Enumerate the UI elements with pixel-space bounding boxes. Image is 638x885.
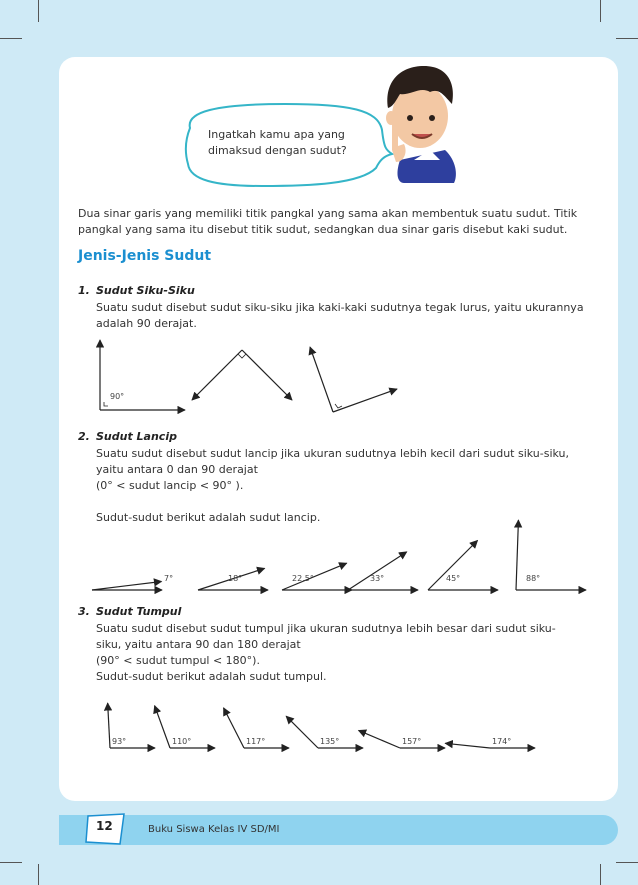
item-number: 1. — [78, 284, 90, 297]
angle-ray — [286, 716, 318, 748]
angle-label: 110° — [172, 737, 192, 746]
item-line: (0° < sudut lancip < 90° ). — [96, 479, 244, 492]
angle-label: 33° — [370, 574, 385, 583]
angle-ray — [348, 552, 407, 590]
footer-book-title: Buku Siswa Kelas IV SD/MI — [148, 824, 280, 835]
item-title: Sudut Tumpul — [96, 605, 182, 618]
angle-label: 88° — [526, 574, 541, 583]
angle-ray — [224, 708, 244, 748]
angle-label: 45° — [446, 574, 461, 583]
angle-label: 18° — [228, 574, 243, 583]
item-line: Suatu sudut disebut sudut tumpul jika ukuran sudutnya lebih besar dari sudut siku- — [96, 622, 556, 635]
page-number: 12 — [96, 819, 113, 833]
angle-label: 7° — [164, 574, 174, 583]
angle-label: 135° — [320, 737, 340, 746]
item-line: adalah 90 derajat. — [96, 317, 197, 330]
item-line: Suatu sudut disebut sudut lancip jika ukuran sudutnya lebih kecil dari sudut siku-siku, — [96, 447, 570, 460]
item-line: Sudut-sudut berikut adalah sudut lancip. — [96, 511, 321, 524]
angle-ray — [108, 703, 110, 748]
angle-figure — [92, 581, 162, 590]
angle-label: 90° — [110, 392, 125, 401]
item-title: Sudut Lancip — [96, 430, 177, 443]
item-number: 3. — [78, 605, 90, 618]
angle-figure — [445, 743, 535, 748]
right-angle-diagram — [192, 350, 292, 400]
angle-ray — [155, 706, 170, 748]
item-line: (90° < sudut tumpul < 180°). — [96, 654, 260, 667]
angle-label: 174° — [492, 737, 512, 746]
angle-figure — [428, 541, 498, 590]
footer-band — [59, 815, 618, 845]
angle-ray — [445, 743, 490, 748]
intro-line: Dua sinar garis yang memiliki titik pangkal yang sama akan membentuk suatu sudut. Titik — [78, 207, 578, 220]
intro-line: pangkal yang sama itu disebut titik sudut, sedangkan dua sinar garis disebut kaki sudut. — [78, 223, 568, 236]
angle-label: 22,5° — [292, 574, 314, 583]
angle-ray — [92, 581, 161, 590]
item-line: Suatu sudut disebut sudut siku-siku jika kaki-kaki sudutnya tegak lurus, yaitu ukurannya — [96, 301, 584, 314]
angle-ray — [516, 520, 518, 590]
angle-figure — [348, 552, 418, 590]
item-line: Sudut-sudut berikut adalah sudut tumpul. — [96, 670, 327, 683]
angle-ray — [359, 730, 400, 748]
item-line: yaitu antara 0 dan 90 derajat — [96, 463, 258, 476]
bubble-line: dimaksud dengan sudut? — [208, 144, 347, 157]
section-title: Jenis-Jenis Sudut — [78, 248, 212, 264]
angle-label: 117° — [246, 737, 266, 746]
item-title: Sudut Siku-Siku — [96, 284, 195, 297]
item-number: 2. — [78, 430, 90, 443]
right-angle-diagram — [310, 347, 397, 412]
bubble-line: Ingatkah kamu apa yang — [208, 128, 345, 141]
angle-label: 157° — [402, 737, 422, 746]
angle-label: 93° — [112, 737, 127, 746]
item-line: siku, yaitu antara 90 dan 180 derajat — [96, 638, 301, 651]
